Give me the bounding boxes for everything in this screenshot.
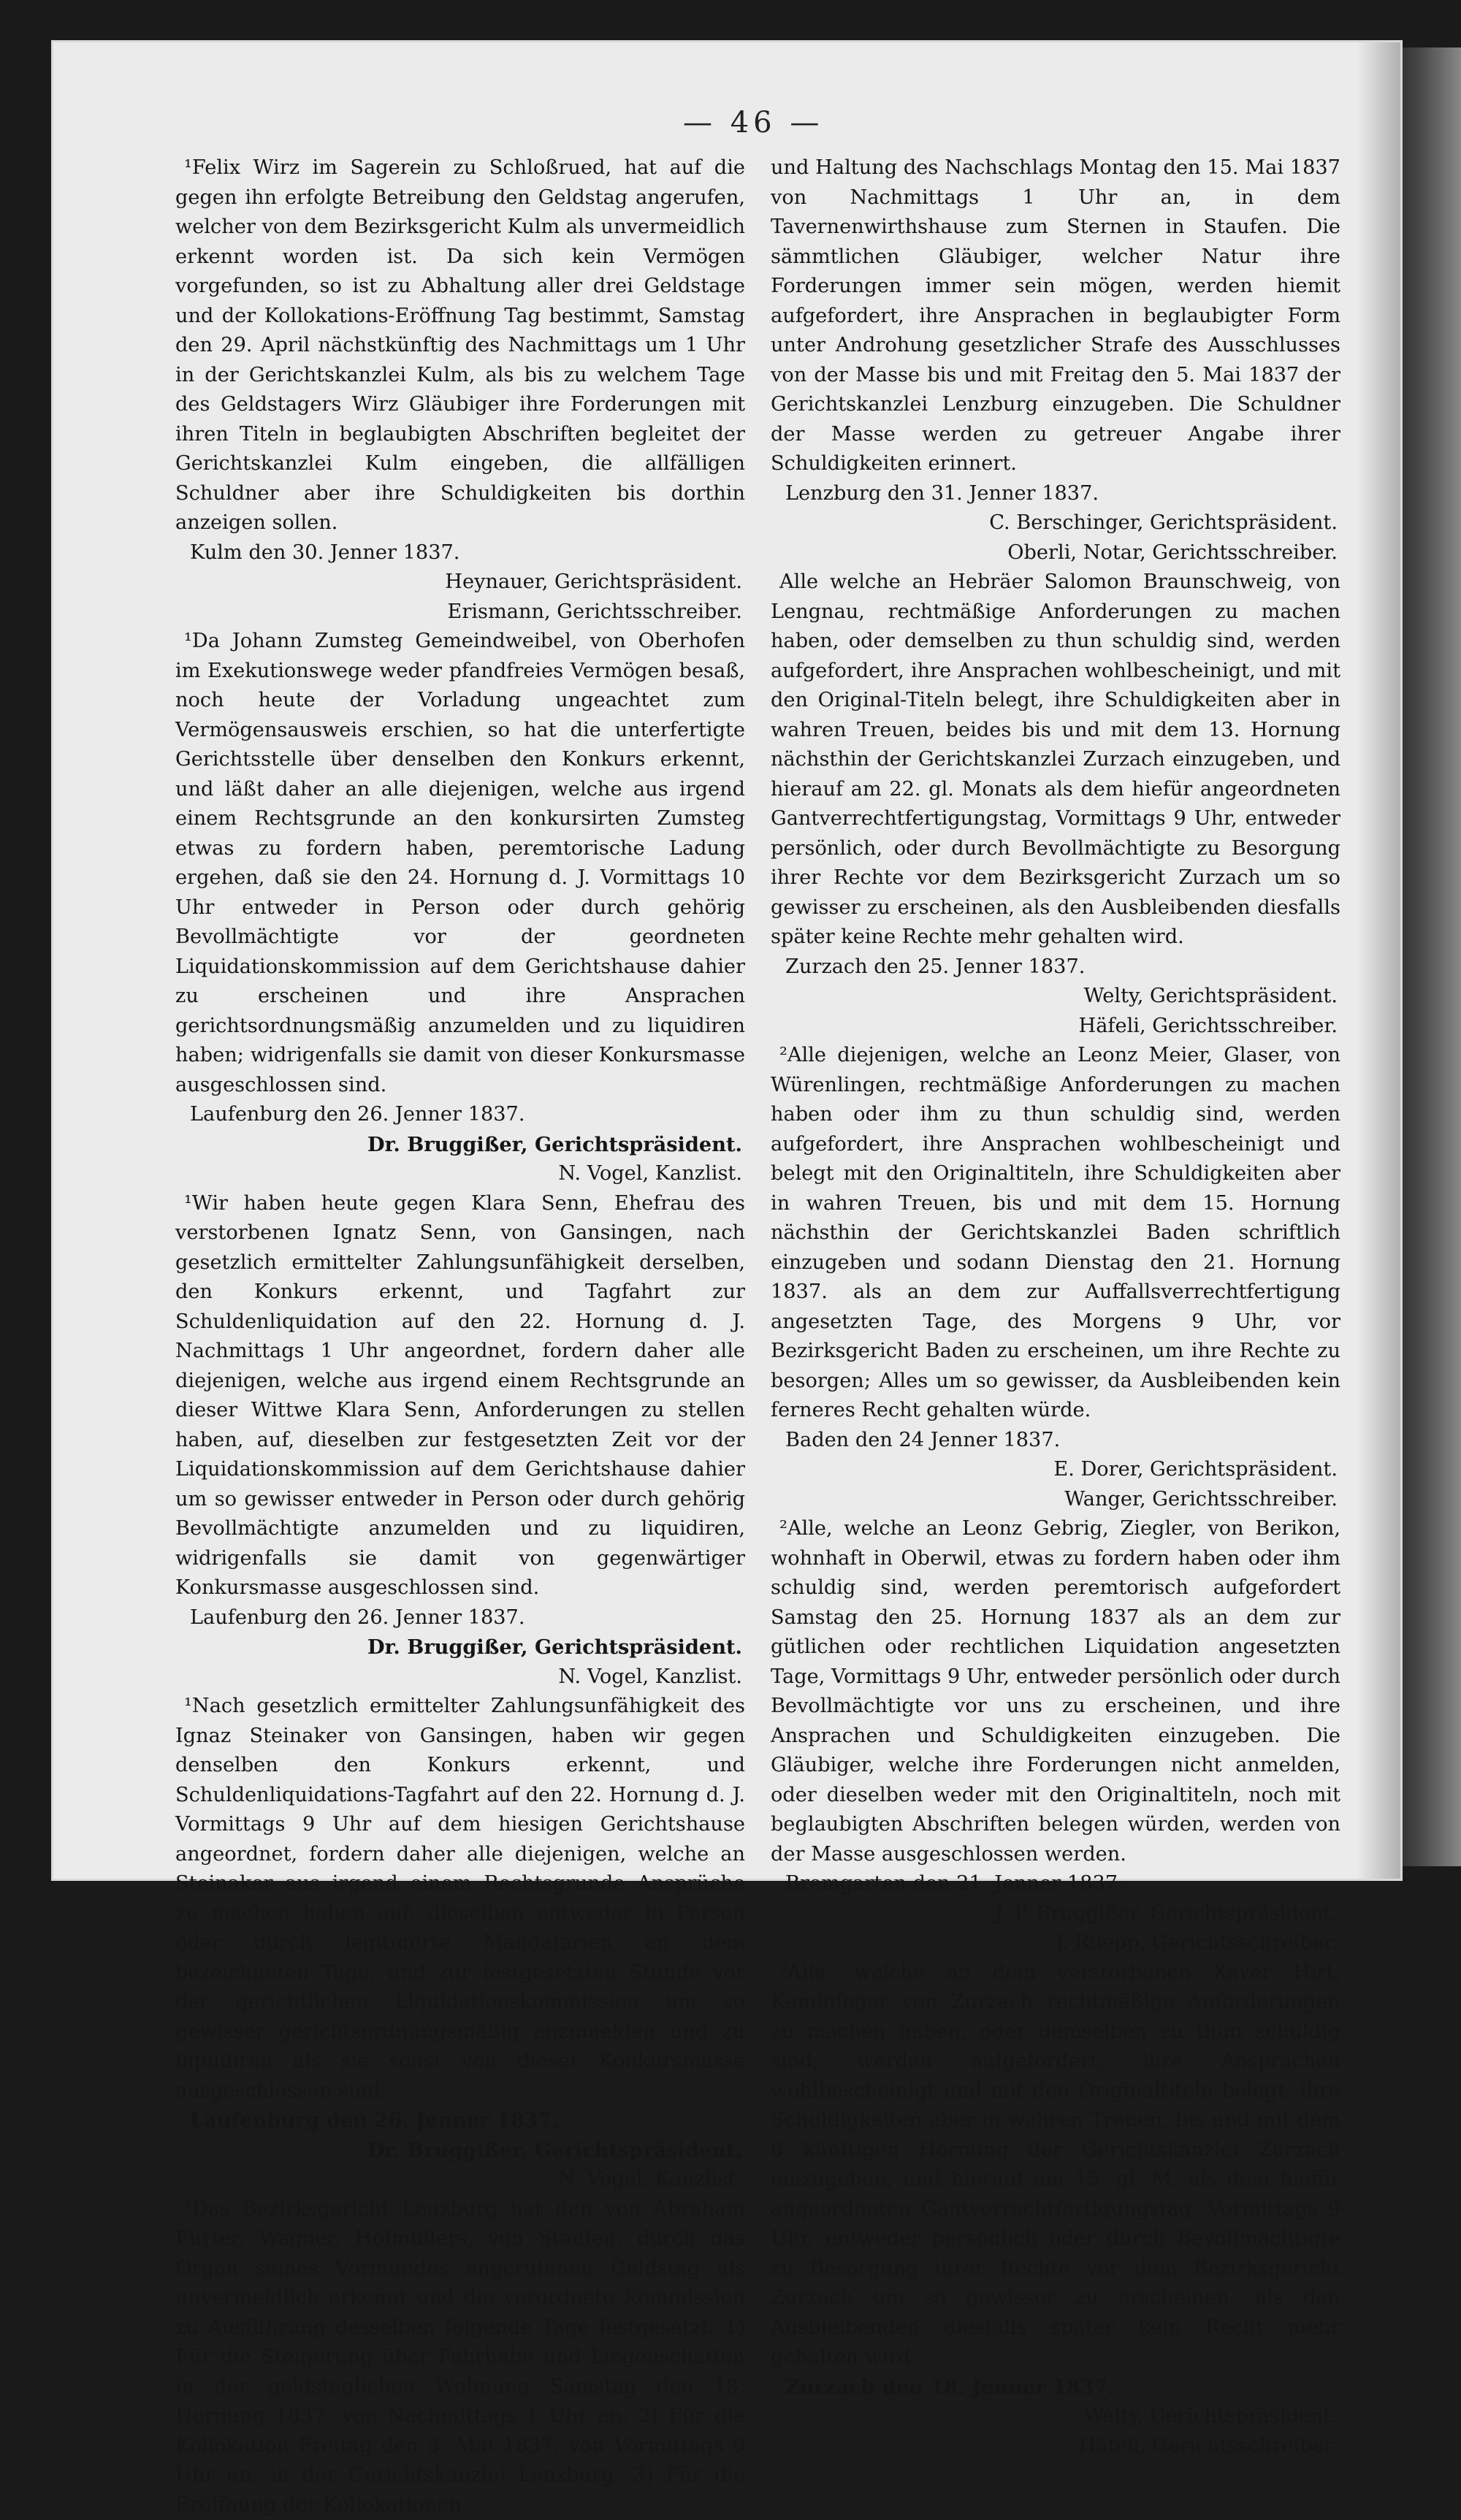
notice-place-date: Laufenburg den 26. Jenner 1837. xyxy=(175,2106,745,2136)
right-column xyxy=(771,153,1340,2461)
notice-place-date: Bremgarten den 21. Jenner 1837. xyxy=(771,1869,1340,1899)
notice-senn xyxy=(175,1189,745,1692)
notice-hirt xyxy=(771,1958,1340,2462)
notice-wirz xyxy=(175,153,745,627)
notice-place-date: Kulm den 30. Jenner 1837. xyxy=(175,538,745,568)
notice-signature: Häfeli, Gerichtsschreiber. xyxy=(771,2432,1340,2462)
notice-place-date: Zurzach den 18. Jenner 1837. xyxy=(771,2372,1340,2402)
notice-signature: Erismann, Gerichtsschreiber. xyxy=(175,597,745,627)
notice-signature: Welty, Gerichtspräsident. xyxy=(771,982,1340,1012)
notice-gebrig xyxy=(771,1514,1340,1958)
notice-place-date: Laufenburg den 26. Jenner 1837. xyxy=(175,1100,745,1130)
notice-signature: Dr. Bruggißer, Gerichtspräsident. xyxy=(175,1633,745,1662)
notice-braunschweig xyxy=(771,568,1340,1041)
notice-signature: E. Dorer, Gerichtspräsident. xyxy=(771,1455,1340,1485)
page-gutter-shadow xyxy=(1357,42,1400,1879)
notice-furter xyxy=(175,2195,745,2520)
notice-body: ²Alle, welche an Leonz Gebrig, Ziegler, von Berikon, wohnhaft in Oberwil, etwas zu fordern haben oder ihm schuldig sind, werden peremtorisch aufgefordert Samstag den 25. Hornung 1837 als an dem zur gütlichen oder rechtlichen Liquidation angesetzten Tage, Vormittags 9 Uhr, entweder persönlich oder durch Bevollmächtigte vor uns zu erscheinen, und ihre Ansprachen und Schuldigkeiten einzugeben. Die Gläubiger, welche ihre Forderungen nicht anmelden, oder dieselben weder mit den Originaltiteln, noch mit beglaubigten Abschriften belegen würden, werden von der Masse ausgeschlossen werden. xyxy=(771,1514,1340,1869)
notice-meier xyxy=(771,1041,1340,1514)
notice-body: ¹Nach gesetzlich ermittelter Zahlungsunfähigkeit des Ignaz Steinaker von Gansingen, haben wir gegen denselben den Konkurs erkennt, und Schuldenliquidations-Tagfahrt auf den 22. Hornung d. J. Vormittags 9 Uhr auf dem hiesigen Gerichtshause angeordnet, fordern daher alle diejenigen, welche an Steinaker aus irgend einem Rechtsgrunde Ansprüche zu machen haben auf, dieselben entweder in Person oder durch legitimirte Mandatarien an dem bezeichneten Tage, und zur festgesetzten Stunde vor der gerichtlichen Liquidationskommission um so gewisser gerichtsordnungsmäßig anzumelden und zu liquidiren als sie sonst von dieser Konkursmasse ausgeschlossen sind. xyxy=(175,1692,745,2106)
notice-signature: N. Vogel, Kanzlist. xyxy=(175,2165,745,2195)
notice-body: ¹Da Johann Zumsteg Gemeindweibel, von Oberhofen im Exekutionswege weder pfandfreies Vermögen besaß, noch heute der Vorladung ungeachtet zum Vermögensausweis erschien, so hat die unterfertigte Gerichtsstelle über denselben den Konkurs erkennt, und läßt daher an alle diejenigen, welche aus irgend einem Rechtsgrunde an den konkursirten Zumsteg etwas zu fordern haben, peremtorische Ladung ergehen, daß sie den 24. Hornung d. J. Vormittags 10 Uhr entweder in Person oder durch gehörig Bevollmächtigte vor der geordneten Liquidationskommission auf dem Gerichtshause dahier zu erscheinen und ihre Ansprachen gerichtsordnungsmäßig anzumelden und zu liquidiren haben; widrigenfalls sie damit von dieser Konkursmasse ausgeschlossen sind. xyxy=(175,627,745,1100)
notice-body: und Haltung des Nachschlags Montag den 15. Mai 1837 von Nachmittags 1 Uhr an, in dem Tavernenwirthshause zum Sternen in Staufen. Die sämmtlichen Gläubiger, welcher Natur ihre Forderungen immer sein mögen, werden hiemit aufgefordert, ihre Ansprachen in beglaubigter Form unter Androhung gesetzlicher Strafe des Ausschlusses von der Masse bis und mit Freitag den 5. Mai 1837 der Gerichtskanzlei Lenzburg einzugeben. Die Schuldner der Masse werden zu getreuer Angabe ihrer Schuldigkeiten erinnert. xyxy=(771,153,1340,479)
notice-signature: C. Berschinger, Gerichtspräsident. xyxy=(771,508,1340,538)
notice-signature: Dr. Bruggißer, Gerichtspräsident. xyxy=(175,1130,745,1160)
notice-signature: Heynauer, Gerichtspräsident. xyxy=(175,568,745,597)
notice-signature: Welty, Gerichtspräsident. xyxy=(771,2402,1340,2432)
notice-signature: N. Vogel, Kanzlist. xyxy=(175,1662,745,1692)
notice-signature: N. Vogel, Kanzlist. xyxy=(175,1159,745,1189)
notice-body: ²Alle diejenigen, welche an Leonz Meier, Glaser, von Würenlingen, rechtmäßige Anforderungen zu machen haben oder ihm zu thun schuldig sind, werden aufgefordert, ihre Ansprachen wohlbescheinigt und belegt mit den Originaltiteln, ihre Schuldigkeiten aber in wahren Treuen, bis und mit dem 15. Hornung nächsthin der Gerichtskanzlei Baden schriftlich einzugeben und sodann Dienstag den 21. Hornung 1837. als an dem zur Auffallsverrechtfertigung angesetzten Tage, des Morgens 9 Uhr, vor Bezirksgericht Baden zu erscheinen, um ihre Rechte zu besorgen; Alles um so gewisser, da Ausbleibenden kein ferneres Recht gehalten würde. xyxy=(771,1041,1340,1426)
notice-body: Alle welche an Hebräer Salomon Braunschweig, von Lengnau, rechtmäßige Anforderungen zu machen haben, oder demselben zu thun schuldig sind, werden aufgefordert, ihre Ansprachen wohlbescheinigt, und mit den Original-Titeln belegt, ihre Schuldigkeiten aber in wahren Treuen, beides bis und mit dem 13. Hornung nächsthin der Gerichtskanzlei Zurzach einzugeben, und hierauf am 22. gl. Monats als dem hiefür angeordneten Gantverrechtfertigungstag, Vormittags 9 Uhr, entweder persönlich, oder durch Bevollmächtigte zu Besorgung ihrer Rechte vor dem Bezirksgericht Zurzach um so gewisser zu erscheinen, als den Ausbleibenden diesfalls später keine Rechte mehr gehalten wird. xyxy=(771,568,1340,952)
notice-signature: Wanger, Gerichtsschreiber. xyxy=(771,1485,1340,1515)
notice-body: ¹Das Bezirksgericht Lenzburg hat den von Abraham Furter, Wagner, Hofmüllers, von Staufen, durch das Organ seines Vormundes angerufenen Geldstag als unvermeidlich erkennt und die verordnete Kommission zu Ausführung desselben folgende Tage festgesetzt: 1) Für die Steigerung über Fahrhabe und Liegenschaften in der geldstaglichen Wohnung Samstag den 18. Hornung 1837. von Nachmittags 1 Uhr an. 2) Für die Kollokation Freitag den 5. Mai 1837, von Vormittags 9 Uhr an, in der Gerichtskanzlei Lenzburg. 3) Für die Eröffnung der Kollokationen xyxy=(175,2195,745,2520)
notice-body: ¹Felix Wirz im Sagerein zu Schloßrued, hat auf die gegen ihn erfolgte Betreibung den Geldstag angerufen, welcher von dem Bezirksgericht Kulm als unvermeidlich erkennt worden ist. Da sich kein Vermögen vorgefunden, so ist zu Abhaltung aller drei Geldstage und der Kollokations-Eröffnung Tag bestimmt, Samstag den 29. April nächstkünftig des Nachmittags um 1 Uhr in der Gerichtskanzlei Kulm, als bis zu welchem Tage des Geldstagers Wirz Gläubiger ihre Forderungen mit ihren Titeln in beglaubigten Abschriften begleitet der Gerichtskanzlei Kulm eingeben, die allfälligen Schuldner aber ihre Schuldigkeiten bis dorthin anzeigen sollen. xyxy=(175,153,745,538)
notice-place-date: Baden den 24 Jenner 1837. xyxy=(771,1426,1340,1456)
page-number: — 46 — xyxy=(683,106,823,140)
notice-signature: Dr. Bruggißer, Gerichtspräsident. xyxy=(175,2136,745,2166)
notice-signature: Oberli, Notar, Gerichtsschreiber. xyxy=(771,538,1340,568)
notice-place-date: Laufenburg den 26. Jenner 1837. xyxy=(175,1603,745,1633)
notice-signature: Häfeli, Gerichtsschreiber. xyxy=(771,1012,1340,1042)
notice-body: ¹Wir haben heute gegen Klara Senn, Ehefrau des verstorbenen Ignatz Senn, von Gansingen, nach gesetzlich ermittelter Zahlungsunfähigkeit derselben, den Konkurs erkennt, und Tagfahrt zur Schuldenliquidation auf den 22. Hornung d. J. Nachmittags 1 Uhr angeordnet, fordern daher alle diejenigen, welche aus irgend einem Rechtsgrunde an dieser Wittwe Klara Senn, Anforderungen zu stellen haben, auf, dieselben zur festgesetzten Zeit vor der Liquidationskommission auf dem Gerichtshause dahier um so gewisser entweder in Person oder durch gehörig Bevollmächtigte anzumelden und zu liquidiren, widrigenfalls sie damit von gegenwärtiger Konkursmasse ausgeschlossen sind. xyxy=(175,1189,745,1603)
notice-furter-continued xyxy=(771,153,1340,568)
notice-place-date: Zurzach den 25. Jenner 1837. xyxy=(771,952,1340,982)
notice-body: ²Alle, welche an dem verstorbenen Xaver Hirt, Kaminfeger von Zurzach rechtmäßige Anforderungen zu machen haben, oder demselben zu thun schuldig sind, werden aufgefordert, ihre Ansprachen wohlbescheinigt und mit den Originaltiteln belegt, ihre Schuldigkeiten aber in wahren Treuen, bis und mit dem 6 künftigen Hornung der Gerichtskanzlei Zurzach einzugeben, und hierauf am 15. gl. M. als dem hiefür angeordneten Gantverrechtfertigungstag, Vormittags 9 Uhr, entweder persönlich oder durch Bevollmächtigte zu Besorgung ihrer Rechte vor dem Bezirksgericht Zurzach um so gewisser zu erscheinen, als den Ausbleibenden diesfalls später kein Recht mehr gehalten wird. xyxy=(771,1958,1340,2372)
notice-steinaker xyxy=(175,1692,745,2195)
notice-signature: J. P. Bruggißer, Gerichtspräsident. xyxy=(771,1899,1340,1929)
notice-signature: J. Ruepp, Gerichtsschreiber. xyxy=(771,1928,1340,1958)
notice-zumsteg xyxy=(175,627,745,1189)
left-column xyxy=(175,153,745,2520)
notice-place-date: Lenzburg den 31. Jenner 1837. xyxy=(771,479,1340,509)
